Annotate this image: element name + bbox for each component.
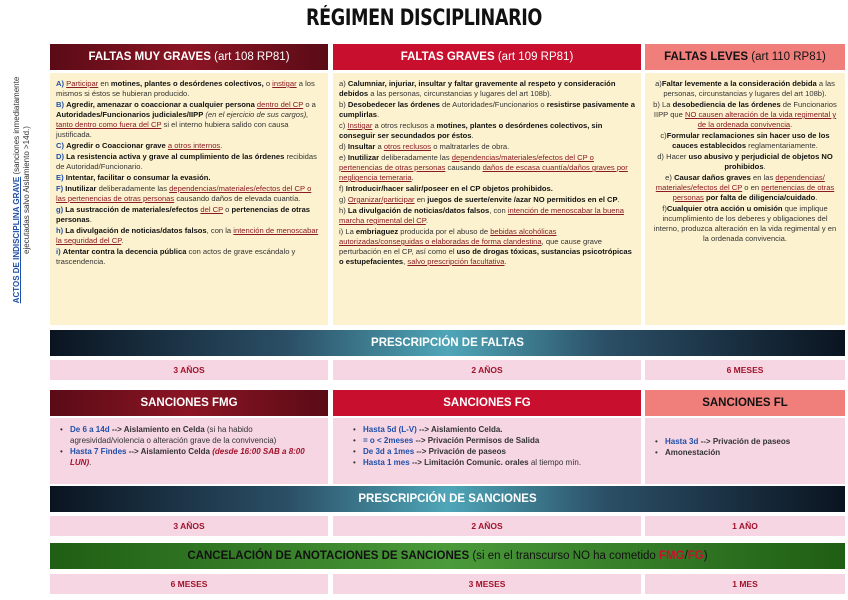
- prescripcion-faltas-banner: PRESCRIPCIÓN DE FALTAS: [50, 330, 845, 356]
- prescripcion-sanciones-banner: PRESCRIPCIÓN DE SANCIONES: [50, 486, 845, 512]
- cancelacion-l: 1 MES: [645, 574, 845, 594]
- faltas-muy-graves-list: [50, 73, 328, 325]
- list-item: B) Agredir, amenazar o coaccionar a cualquier persona dentro del CP o a Autoridades/Funcionarios judiciales/IIPP (en el ejercicio de sus cargos), tanto dentro como fuera del CP si el interno hubiera salido con causa justificada.: [56, 100, 316, 139]
- header-sanciones-fg: SANCIONES FG: [333, 390, 641, 416]
- header-art: (art 109 RP81): [497, 51, 574, 63]
- list-item: • Amonestación: [653, 447, 837, 458]
- list-item: b) La desobediencia de las órdenes de Funcionarios IIPP que NO causen alteración de la vida regimental y de la ordenada convivencia.: [653, 100, 837, 129]
- list-item: • = o < 2meses --> Privación Permisos de Salida: [351, 435, 633, 446]
- list-item: h) La divulgación de noticias/datos falsos, con intención de menoscabar la buena marcha regimental del CP.: [339, 206, 624, 225]
- prescripcion-faltas-l: 6 MESES: [645, 360, 845, 380]
- faltas-leves-list: [645, 73, 845, 325]
- list-item: d) Hacer uso abusivo y perjudicial de objetos NO prohibidos.: [657, 152, 833, 171]
- list-item: E) Intentar, facilitar o consumar la evasión.: [56, 173, 211, 182]
- header-sanciones-fmg: SANCIONES FMG: [50, 390, 328, 416]
- header-faltas-leves: [645, 44, 845, 70]
- prescripcion-sanciones-l: 1 AÑO: [645, 516, 845, 536]
- list-item: • Hasta 1 mes --> Limitación Comunic. orales al tiempo mín.: [351, 457, 633, 468]
- side-note-text: (sanciones inmediatamente ejecutadas salvo Aislamiento >14d.): [12, 76, 31, 254]
- cancelacion-mg: 6 MESES: [50, 574, 328, 594]
- list-item: a)Faltar levemente a la consideración debida a las personas, circunstancias y lugares del art 108b).: [655, 79, 835, 98]
- sanciones-fg-list: [333, 418, 641, 484]
- list-item: A) Participar en motines, plantes o desórdenes colectivos, o instigar a los mismos si éstos se hubieran producido.: [56, 79, 315, 98]
- list-item: i) Atentar contra la decencia pública con actos de grave escándalo y trascendencia.: [56, 247, 296, 266]
- list-item: • De 6 a 14d --> Aislamiento en Celda (si ha habido agresividad/violencia o alteración grave de la convivencia): [58, 424, 320, 446]
- prescripcion-sanciones-mg: 3 AÑOS: [50, 516, 328, 536]
- list-item: • De 3d a 1mes --> Privación de paseos: [351, 446, 633, 457]
- header-label: FALTAS GRAVES: [400, 51, 495, 63]
- cancelacion-banner: CANCELACIÓN DE ANOTACIONES DE SANCIONES (si en el transcurso NO ha cometido FMG / FG ): [50, 543, 845, 569]
- list-item: e) Inutilizar deliberadamente las dependencias/materiales/efectos del CP o pertenencias de otras personas causando daños de escasa cuantía/daños graves por negligencia temeraria.: [339, 153, 628, 182]
- cancelacion-g: 3 MESES: [333, 574, 641, 594]
- list-item: i) La embriaguez producida por el abuso de bebidas alcohólicas autorizadas/conseguidas o elaboradas de forma clandestina, que cause grave perturbación en el CP, así como el uso de drogas tóxicas, sustancias psicotrópicas o estupefacientes, salvo prescripción facultativa.: [339, 227, 632, 266]
- list-item: b) Desobedecer las órdenes de Autoridades/Funcionarios o resistirse pasivamente a cumplirlas.: [339, 100, 635, 119]
- list-item: C) Agredir o Coaccionar grave a otros internos.: [56, 141, 223, 150]
- header-sanciones-fl: SANCIONES FL: [645, 390, 845, 416]
- header-faltas-graves: [333, 44, 641, 70]
- header-label: FALTAS LEVES: [664, 51, 749, 63]
- sanciones-fmg-list: [50, 418, 328, 484]
- list-item: D) La resistencia activa y grave al cumplimiento de las órdenes recibidas de Autoridad/Funcionario.: [56, 152, 317, 171]
- list-item: • Hasta 5d (L-V) --> Aislamiento Celda.: [351, 424, 633, 435]
- list-item: d) Insultar a otros reclusos o maltratarles de obra.: [339, 142, 510, 151]
- list-item: e) Causar daños graves en las dependencias/ materiales/efectos del CP o en pertenencias de otras personas por falta de diligencia/cuidado.: [655, 173, 835, 202]
- prescripcion-faltas-mg: 3 AÑOS: [50, 360, 328, 380]
- header-faltas-muy-graves: [50, 44, 328, 70]
- list-item: F) Inutilizar deliberadamente las dependencias/materiales/efectos del CP o las pertenencias de otras personas causando daños de elevada cuantía.: [56, 184, 312, 203]
- prescripcion-faltas-g: 2 AÑOS: [333, 360, 641, 380]
- list-item: g) La sustracción de materiales/efectos del CP o pertenencias de otras personas.: [56, 205, 311, 224]
- list-item: • Hasta 3d --> Privación de paseos: [653, 436, 837, 447]
- header-art: (art 110 RP81): [751, 51, 826, 63]
- list-item: g) Organizar/participar en juegos de suerte/envite /azar NO permitidos en el CP.: [339, 195, 620, 204]
- list-item: • Hasta 7 Findes --> Aislamiento Celda (desde 16:00 SAB a 8:00 LUN).: [58, 446, 320, 468]
- header-art: (art 108 RP81): [214, 51, 290, 63]
- list-item: f)Cualquier otra acción u omisión que implique incumplimiento de los deberes y obligaciones del interno, produzca alteración en la vida regimental y en la ordenada convivencia.: [653, 204, 837, 243]
- cancelacion-title: CANCELACIÓN DE ANOTACIONES DE SANCIONES: [187, 550, 470, 562]
- prescripcion-sanciones-g: 2 AÑOS: [333, 516, 641, 536]
- side-note: [2, 60, 42, 320]
- cancelacion-note: (si en el transcurso NO ha cometido: [472, 550, 656, 562]
- side-note-highlight: ACTOS DE INDISCIPLINA GRAVE: [12, 176, 21, 304]
- header-label: FALTAS MUY GRAVES: [88, 51, 211, 63]
- list-item: f) Introducir/hacer salir/poseer en el CP objetos prohibidos.: [339, 184, 553, 193]
- list-item: h) La divulgación de noticias/datos falsos, con la intención de menoscabar la seguridad del CP.: [56, 226, 319, 245]
- sanciones-fl-list: [645, 418, 845, 484]
- list-item: c) Instigar a otros reclusos a motines, plantes o desórdenes colectivos, sin conseguir ser secundados por éstos.: [339, 121, 603, 140]
- page-title: RÉGIMEN DISCIPLINARIO: [306, 6, 542, 31]
- list-item: a) Calumniar, injuriar, insultar y faltar gravemente al respeto y consideración debidos a las personas, circunstancias y lugares del art 108b).: [339, 79, 616, 98]
- faltas-graves-list: [333, 73, 641, 325]
- list-item: c)Formular reclamaciones sin hacer uso de los cauces establecidos reglamentariamente.: [660, 131, 830, 150]
